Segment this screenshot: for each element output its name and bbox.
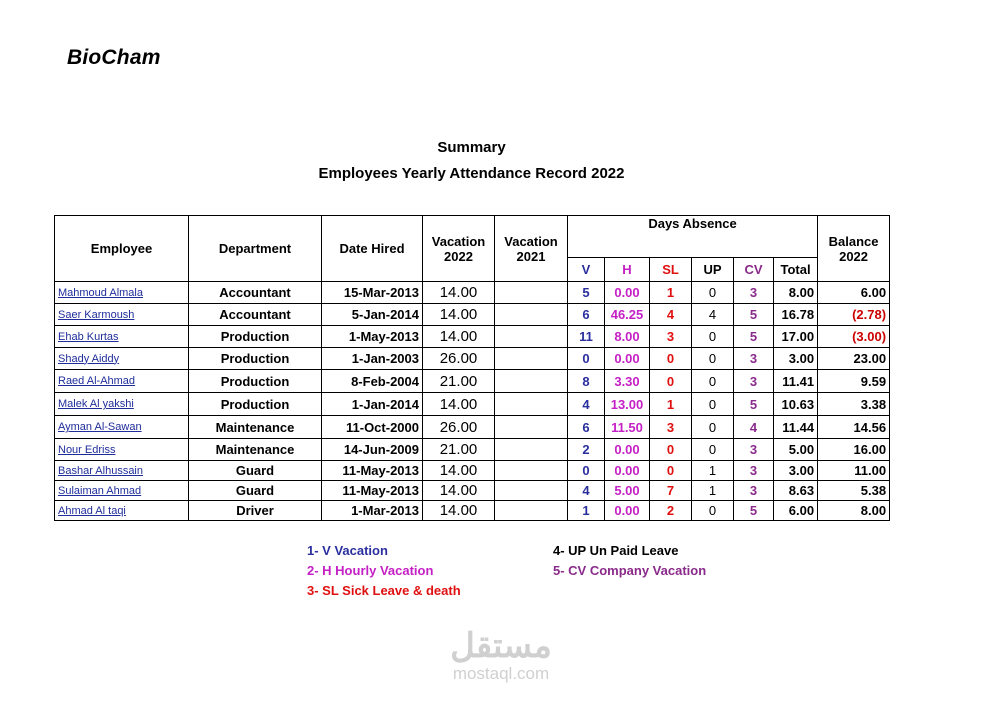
up-cell: 0 bbox=[692, 393, 734, 416]
table-row bbox=[55, 393, 890, 416]
vacation-2022-cell: 14.00 bbox=[423, 481, 495, 501]
cv-cell: 3 bbox=[734, 282, 774, 304]
vacation-2021-cell bbox=[495, 393, 568, 416]
date-hired-cell: 1-Jan-2003 bbox=[322, 348, 423, 370]
department-cell: Guard bbox=[189, 481, 322, 501]
vacation-2022-cell: 21.00 bbox=[423, 370, 495, 393]
h-cell: 0.00 bbox=[605, 282, 650, 304]
date-hired-cell: 1-Mar-2013 bbox=[322, 501, 423, 521]
v-cell: 4 bbox=[568, 481, 605, 501]
balance-cell: (3.00) bbox=[818, 326, 890, 348]
header-vacation-2022-line2: 2022 bbox=[444, 248, 473, 264]
total-cell: 8.63 bbox=[774, 481, 818, 501]
vacation-2022-cell: 14.00 bbox=[423, 461, 495, 481]
sl-cell: 0 bbox=[650, 348, 692, 370]
table-row bbox=[55, 282, 890, 304]
total-cell: 5.00 bbox=[774, 439, 818, 461]
vacation-2021-cell bbox=[495, 348, 568, 370]
vacation-2021-cell bbox=[495, 481, 568, 501]
watermark bbox=[436, 628, 566, 684]
attendance-table bbox=[54, 215, 890, 521]
header-cv: CV bbox=[734, 258, 774, 282]
balance-cell: 3.38 bbox=[818, 393, 890, 416]
up-cell: 0 bbox=[692, 439, 734, 461]
department-cell: Production bbox=[189, 348, 322, 370]
header-up: UP bbox=[692, 258, 734, 282]
balance-cell: 11.00 bbox=[818, 461, 890, 481]
vacation-2022-cell: 14.00 bbox=[423, 282, 495, 304]
v-cell: 0 bbox=[568, 461, 605, 481]
v-cell: 6 bbox=[568, 304, 605, 326]
vacation-2022-cell: 26.00 bbox=[423, 416, 495, 439]
cv-cell: 3 bbox=[734, 370, 774, 393]
vacation-2021-cell bbox=[495, 416, 568, 439]
table-body bbox=[55, 282, 890, 521]
vacation-2022-cell: 14.00 bbox=[423, 501, 495, 521]
department-cell: Guard bbox=[189, 461, 322, 481]
balance-cell: 6.00 bbox=[818, 282, 890, 304]
v-cell: 4 bbox=[568, 393, 605, 416]
header-vacation-2022-line1: Vacation bbox=[431, 233, 486, 249]
date-hired-cell: 1-Jan-2014 bbox=[322, 393, 423, 416]
balance-cell: 14.56 bbox=[818, 416, 890, 439]
header-department: Department bbox=[189, 216, 322, 282]
employee-name[interactable]: Mahmoud Almala bbox=[55, 282, 189, 304]
vacation-2022-cell: 26.00 bbox=[423, 348, 495, 370]
vacation-2021-cell bbox=[495, 326, 568, 348]
v-cell: 8 bbox=[568, 370, 605, 393]
cv-cell: 3 bbox=[734, 348, 774, 370]
up-cell: 1 bbox=[692, 481, 734, 501]
date-hired-cell: 14-Jun-2009 bbox=[322, 439, 423, 461]
balance-cell: 23.00 bbox=[818, 348, 890, 370]
header-days-absence: Days Absence bbox=[568, 216, 818, 258]
vacation-2022-cell: 21.00 bbox=[423, 439, 495, 461]
table-row bbox=[55, 348, 890, 370]
vacation-2021-cell bbox=[495, 439, 568, 461]
sl-cell: 7 bbox=[650, 481, 692, 501]
employee-name[interactable]: Ayman Al-Sawan bbox=[55, 416, 189, 439]
table-row bbox=[55, 326, 890, 348]
h-cell: 0.00 bbox=[605, 439, 650, 461]
sl-cell: 4 bbox=[650, 304, 692, 326]
header-v: V bbox=[568, 258, 605, 282]
table-row bbox=[55, 439, 890, 461]
h-cell: 11.50 bbox=[605, 416, 650, 439]
date-hired-cell: 11-May-2013 bbox=[322, 481, 423, 501]
up-cell: 0 bbox=[692, 326, 734, 348]
employee-name[interactable]: Sulaiman Ahmad bbox=[55, 481, 189, 501]
employee-name[interactable]: Shady Aiddy bbox=[55, 348, 189, 370]
table-row bbox=[55, 481, 890, 501]
header-vacation-2021-line2: 2021 bbox=[516, 248, 546, 264]
balance-cell: 8.00 bbox=[818, 501, 890, 521]
up-cell: 0 bbox=[692, 282, 734, 304]
header-balance-2022 bbox=[818, 216, 890, 282]
up-cell: 0 bbox=[692, 370, 734, 393]
sl-cell: 2 bbox=[650, 501, 692, 521]
balance-cell: 5.38 bbox=[818, 481, 890, 501]
watermark-site: mostaql.com bbox=[452, 664, 550, 683]
h-cell: 8.00 bbox=[605, 326, 650, 348]
table-row bbox=[55, 501, 890, 521]
department-cell: Maintenance bbox=[189, 439, 322, 461]
vacation-2021-cell bbox=[495, 282, 568, 304]
date-hired-cell: 8-Feb-2004 bbox=[322, 370, 423, 393]
sl-cell: 3 bbox=[650, 416, 692, 439]
h-cell: 3.30 bbox=[605, 370, 650, 393]
header-vacation-2022 bbox=[423, 216, 495, 282]
cv-cell: 3 bbox=[734, 461, 774, 481]
report-title: Summary bbox=[437, 139, 506, 156]
up-cell: 4 bbox=[692, 304, 734, 326]
total-cell: 8.00 bbox=[774, 282, 818, 304]
cv-cell: 3 bbox=[734, 439, 774, 461]
department-cell: Production bbox=[189, 370, 322, 393]
sl-cell: 1 bbox=[650, 393, 692, 416]
header-vacation-2021 bbox=[495, 216, 568, 282]
v-cell: 0 bbox=[568, 348, 605, 370]
v-cell: 1 bbox=[568, 501, 605, 521]
h-cell: 0.00 bbox=[605, 348, 650, 370]
date-hired-cell: 15-Mar-2013 bbox=[322, 282, 423, 304]
total-cell: 11.41 bbox=[774, 370, 818, 393]
header-balance-line2: 2022 bbox=[839, 248, 869, 264]
v-cell: 11 bbox=[568, 326, 605, 348]
employee-name[interactable]: Bashar Alhussain bbox=[55, 461, 189, 481]
header-total: Total bbox=[774, 258, 818, 282]
legend-up: 4- UP Un Paid Leave bbox=[553, 543, 679, 558]
v-cell: 2 bbox=[568, 439, 605, 461]
h-cell: 13.00 bbox=[605, 393, 650, 416]
h-cell: 5.00 bbox=[605, 481, 650, 501]
table-row bbox=[55, 304, 890, 326]
header-date-hired: Date Hired bbox=[322, 216, 423, 282]
cv-cell: 5 bbox=[734, 501, 774, 521]
vacation-2022-cell: 14.00 bbox=[423, 393, 495, 416]
employee-name[interactable]: Ahmad Al taqi bbox=[55, 501, 189, 521]
vacation-2021-cell bbox=[495, 461, 568, 481]
department-cell: Maintenance bbox=[189, 416, 322, 439]
total-cell: 3.00 bbox=[774, 348, 818, 370]
v-cell: 6 bbox=[568, 416, 605, 439]
cv-cell: 5 bbox=[734, 393, 774, 416]
vacation-2021-cell bbox=[495, 304, 568, 326]
vacation-2021-cell bbox=[495, 370, 568, 393]
up-cell: 0 bbox=[692, 501, 734, 521]
total-cell: 17.00 bbox=[774, 326, 818, 348]
header-sl: SL bbox=[650, 258, 692, 282]
cv-cell: 4 bbox=[734, 416, 774, 439]
vacation-2021-cell bbox=[495, 501, 568, 521]
header-balance-line1: Balance bbox=[828, 233, 879, 249]
department-cell: Production bbox=[189, 326, 322, 348]
h-cell: 0.00 bbox=[605, 461, 650, 481]
date-hired-cell: 11-May-2013 bbox=[322, 461, 423, 481]
balance-cell: 9.59 bbox=[818, 370, 890, 393]
up-cell: 1 bbox=[692, 461, 734, 481]
sl-cell: 0 bbox=[650, 461, 692, 481]
legend-cv: 5- CV Company Vacation bbox=[553, 563, 707, 578]
sl-cell: 0 bbox=[650, 370, 692, 393]
h-cell: 46.25 bbox=[605, 304, 650, 326]
v-cell: 5 bbox=[568, 282, 605, 304]
watermark-logo: مستقل bbox=[450, 627, 552, 665]
brand-logo-text: BioCham bbox=[67, 46, 161, 69]
vacation-2022-cell: 14.00 bbox=[423, 326, 495, 348]
employee-name[interactable]: Saer Karmoush bbox=[55, 304, 189, 326]
sl-cell: 3 bbox=[650, 326, 692, 348]
balance-cell: 16.00 bbox=[818, 439, 890, 461]
balance-cell: (2.78) bbox=[818, 304, 890, 326]
total-cell: 11.44 bbox=[774, 416, 818, 439]
cv-cell: 5 bbox=[734, 326, 774, 348]
employee-name[interactable]: Raed Al-Ahmad bbox=[55, 370, 189, 393]
header-h: H bbox=[605, 258, 650, 282]
total-cell: 6.00 bbox=[774, 501, 818, 521]
header-employee: Employee bbox=[55, 216, 189, 282]
sl-cell: 1 bbox=[650, 282, 692, 304]
employee-name[interactable]: Ehab Kurtas bbox=[55, 326, 189, 348]
department-cell: Production bbox=[189, 393, 322, 416]
report-subtitle: Employees Yearly Attendance Record 2022 bbox=[318, 165, 625, 182]
employee-name[interactable]: Malek Al yakshi bbox=[55, 393, 189, 416]
table-row bbox=[55, 416, 890, 439]
department-cell: Accountant bbox=[189, 304, 322, 326]
total-cell: 16.78 bbox=[774, 304, 818, 326]
cv-cell: 3 bbox=[734, 481, 774, 501]
sl-cell: 0 bbox=[650, 439, 692, 461]
header-vacation-2021-line1: Vacation bbox=[504, 233, 558, 249]
legend-h: 2- H Hourly Vacation bbox=[307, 563, 434, 578]
table-row bbox=[55, 461, 890, 481]
total-cell: 3.00 bbox=[774, 461, 818, 481]
date-hired-cell: 1-May-2013 bbox=[322, 326, 423, 348]
legend-sl: 3- SL Sick Leave & death bbox=[307, 583, 461, 598]
h-cell: 0.00 bbox=[605, 501, 650, 521]
table-row bbox=[55, 370, 890, 393]
department-cell: Accountant bbox=[189, 282, 322, 304]
employee-name[interactable]: Nour Edriss bbox=[55, 439, 189, 461]
up-cell: 0 bbox=[692, 348, 734, 370]
total-cell: 10.63 bbox=[774, 393, 818, 416]
date-hired-cell: 5-Jan-2014 bbox=[322, 304, 423, 326]
date-hired-cell: 11-Oct-2000 bbox=[322, 416, 423, 439]
legend-v: 1- V Vacation bbox=[307, 543, 388, 558]
cv-cell: 5 bbox=[734, 304, 774, 326]
department-cell: Driver bbox=[189, 501, 322, 521]
vacation-2022-cell: 14.00 bbox=[423, 304, 495, 326]
up-cell: 0 bbox=[692, 416, 734, 439]
